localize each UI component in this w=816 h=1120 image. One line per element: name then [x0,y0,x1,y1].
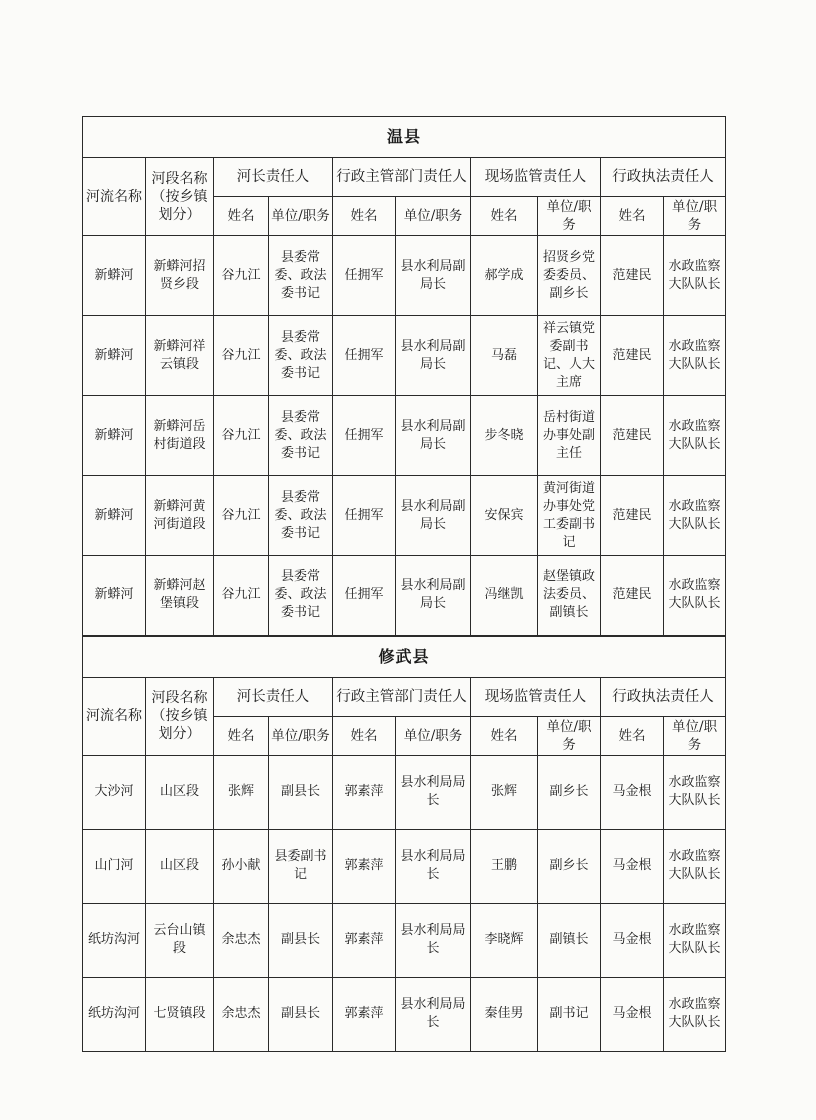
cell-site-name: 张辉 [471,755,538,829]
cell-admin-name: 郭素萍 [333,903,396,977]
cell-river: 新蟒河 [83,316,146,396]
table-row [83,236,726,316]
cell-law-name: 范建民 [601,316,664,396]
cell-segment: 云台山镇段 [146,903,214,977]
cell-site-name: 安保宾 [471,476,538,556]
cell-admin-position: 县水利局局长 [396,829,471,903]
cell-law-position: 水政监察大队队长 [664,556,726,636]
cell-site-position: 岳村街道办事处副主任 [538,396,601,476]
cell-admin-position: 县水利局局长 [396,755,471,829]
table-row [83,316,726,396]
subheader-name: 姓名 [214,716,269,755]
cell-chief-name: 余忠杰 [214,903,269,977]
subheader-name: 姓名 [214,197,269,236]
subheader-position: 单位/职务 [396,716,471,755]
header-group: 行政主管部门责任人 [333,677,471,716]
header-row [83,677,726,716]
cell-site-name: 马磊 [471,316,538,396]
table-row [83,755,726,829]
cell-admin-position: 县水利局副局长 [396,316,471,396]
subheader-position: 单位/职务 [269,197,333,236]
cell-segment: 新蟒河黄河街道段 [146,476,214,556]
cell-law-position: 水政监察大队队长 [664,977,726,1051]
river-chief-table [82,116,726,1052]
cell-admin-name: 任拥军 [333,556,396,636]
cell-segment: 新蟒河岳村街道段 [146,396,214,476]
table-row [83,476,726,556]
cell-chief-position: 副县长 [269,903,333,977]
header-group: 行政执法责任人 [601,158,726,197]
cell-site-name: 步冬晓 [471,396,538,476]
subheader-name: 姓名 [471,197,538,236]
cell-segment: 山区段 [146,829,214,903]
table-row [83,829,726,903]
cell-river: 纸坊沟河 [83,977,146,1051]
cell-segment: 山区段 [146,755,214,829]
cell-chief-position: 县委副书记 [269,829,333,903]
cell-chief-position: 副县长 [269,755,333,829]
cell-admin-name: 郭素萍 [333,829,396,903]
cell-site-position: 副镇长 [538,903,601,977]
subheader-name: 姓名 [471,716,538,755]
cell-chief-name: 谷九江 [214,476,269,556]
subheader-position: 单位/职务 [538,716,601,755]
cell-river: 新蟒河 [83,236,146,316]
cell-law-position: 水政监察大队队长 [664,755,726,829]
cell-admin-name: 任拥军 [333,236,396,316]
cell-chief-name: 谷九江 [214,396,269,476]
header-river-name: 河流名称 [83,677,146,755]
cell-site-position: 黄河街道办事处党工委副书记 [538,476,601,556]
header-row [83,158,726,197]
cell-segment: 新蟒河赵堡镇段 [146,556,214,636]
cell-law-name: 范建民 [601,236,664,316]
cell-admin-name: 任拥军 [333,396,396,476]
cell-admin-position: 县水利局局长 [396,977,471,1051]
table-row [83,556,726,636]
cell-law-position: 水政监察大队队长 [664,829,726,903]
cell-law-position: 水政监察大队队长 [664,396,726,476]
cell-chief-name: 谷九江 [214,236,269,316]
cell-law-position: 水政监察大队队长 [664,236,726,316]
cell-chief-position: 县委常委、政法委书记 [269,556,333,636]
subheader-name: 姓名 [333,197,396,236]
cell-site-position: 赵堡镇政法委员、副镇长 [538,556,601,636]
table-row [83,396,726,476]
cell-site-position: 副乡长 [538,755,601,829]
cell-site-name: 王鹏 [471,829,538,903]
cell-chief-position: 县委常委、政法委书记 [269,236,333,316]
subheader-position: 单位/职务 [269,716,333,755]
subheader-name: 姓名 [333,716,396,755]
cell-admin-position: 县水利局副局长 [396,556,471,636]
cell-law-position: 水政监察大队队长 [664,476,726,556]
cell-site-position: 招贤乡党委委员、副乡长 [538,236,601,316]
cell-admin-name: 任拥军 [333,316,396,396]
cell-segment: 七贤镇段 [146,977,214,1051]
cell-law-name: 马金根 [601,755,664,829]
cell-chief-position: 副县长 [269,977,333,1051]
cell-river: 新蟒河 [83,396,146,476]
county-title: 温县 [83,117,726,158]
header-group: 行政执法责任人 [601,677,726,716]
cell-chief-name: 张辉 [214,755,269,829]
cell-chief-position: 县委常委、政法委书记 [269,476,333,556]
cell-law-name: 马金根 [601,903,664,977]
header-group: 河长责任人 [214,158,333,197]
cell-law-name: 范建民 [601,476,664,556]
cell-law-position: 水政监察大队队长 [664,316,726,396]
cell-chief-name: 谷九江 [214,556,269,636]
cell-site-position: 副书记 [538,977,601,1051]
cell-segment: 新蟒河祥云镇段 [146,316,214,396]
cell-chief-position: 县委常委、政法委书记 [269,396,333,476]
cell-river: 新蟒河 [83,556,146,636]
cell-law-name: 范建民 [601,396,664,476]
cell-site-name: 郝学成 [471,236,538,316]
cell-law-name: 马金根 [601,977,664,1051]
cell-admin-name: 郭素萍 [333,977,396,1051]
cell-admin-position: 县水利局副局长 [396,236,471,316]
cell-river: 山门河 [83,829,146,903]
subheader-position: 单位/职务 [664,716,726,755]
header-segment-name: 河段名称（按乡镇划分） [146,677,214,755]
header-group: 河长责任人 [214,677,333,716]
cell-law-position: 水政监察大队队长 [664,903,726,977]
header-river-name: 河流名称 [83,158,146,236]
cell-chief-name: 余忠杰 [214,977,269,1051]
subheader-position: 单位/职务 [538,197,601,236]
header-group: 现场监管责任人 [471,677,601,716]
table-row [83,903,726,977]
cell-site-position: 副乡长 [538,829,601,903]
cell-site-name: 李晓辉 [471,903,538,977]
cell-chief-name: 孙小献 [214,829,269,903]
subheader-name: 姓名 [601,197,664,236]
cell-site-name: 秦佳男 [471,977,538,1051]
cell-river: 大沙河 [83,755,146,829]
header-segment-name: 河段名称（按乡镇划分） [146,158,214,236]
cell-admin-name: 郭素萍 [333,755,396,829]
cell-law-name: 范建民 [601,556,664,636]
cell-law-name: 马金根 [601,829,664,903]
subheader-position: 单位/职务 [396,197,471,236]
county-title-row [83,636,726,678]
cell-segment: 新蟒河招贤乡段 [146,236,214,316]
cell-river: 纸坊沟河 [83,903,146,977]
table-row [83,977,726,1051]
header-group: 行政主管部门责任人 [333,158,471,197]
cell-site-name: 冯继凯 [471,556,538,636]
county-title: 修武县 [83,636,726,678]
cell-admin-position: 县水利局副局长 [396,396,471,476]
cell-river: 新蟒河 [83,476,146,556]
river-chief-table-page [82,116,725,1052]
cell-admin-position: 县水利局局长 [396,903,471,977]
subheader-name: 姓名 [601,716,664,755]
cell-admin-name: 任拥军 [333,476,396,556]
header-group: 现场监管责任人 [471,158,601,197]
cell-site-position: 祥云镇党委副书记、人大主席 [538,316,601,396]
cell-chief-name: 谷九江 [214,316,269,396]
county-title-row [83,117,726,158]
subheader-position: 单位/职务 [664,197,726,236]
cell-admin-position: 县水利局副局长 [396,476,471,556]
cell-chief-position: 县委常委、政法委书记 [269,316,333,396]
